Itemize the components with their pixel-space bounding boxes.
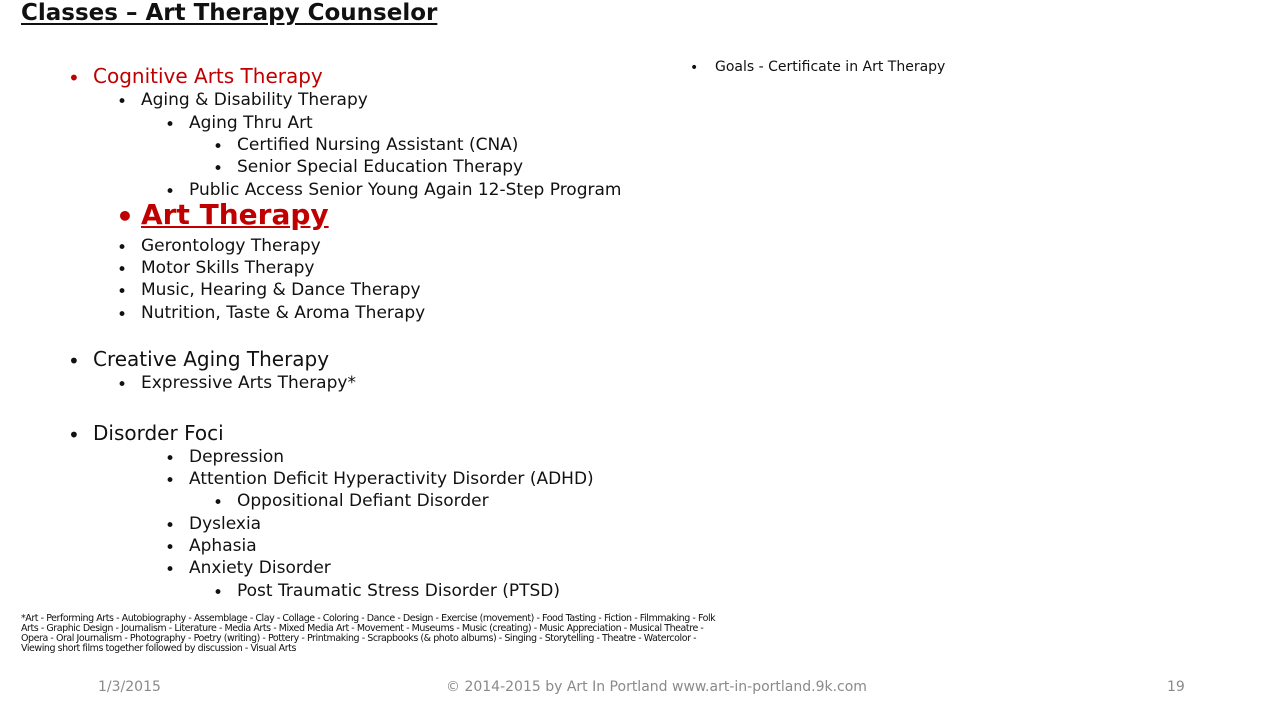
list-item-level3: Aging Thru Art <box>189 113 313 133</box>
list-item-level1: Disorder Foci <box>93 421 224 445</box>
list-item-level3: Public Access Senior Young Again 12-Step Program <box>189 180 622 200</box>
bullet-icon: • <box>116 200 134 233</box>
bullet-icon: • <box>690 60 699 76</box>
list-item-level2: Expressive Arts Therapy* <box>141 373 356 393</box>
bullet-icon: • <box>117 305 128 325</box>
list-item-level1: Creative Aging Therapy <box>93 347 330 371</box>
goals-text: Goals - Certificate in Art Therapy <box>715 59 946 75</box>
bullet-icon: • <box>117 238 128 258</box>
bullet-icon: • <box>68 349 80 373</box>
bullet-icon: • <box>117 260 128 280</box>
footer-copyright: © 2014-2015 by Art In Portland www.art-in-portland.9k.com <box>446 679 867 695</box>
bullet-icon: • <box>165 449 176 469</box>
list-item-level4: Senior Special Education Therapy <box>237 157 524 177</box>
list-item-level3: Aphasia <box>189 536 257 556</box>
slide-title: Classes – Art Therapy Counselor <box>21 0 438 26</box>
bullet-icon: • <box>165 471 176 491</box>
bullet-icon: • <box>68 66 80 90</box>
list-item-level4: Certified Nursing Assistant (CNA) <box>237 135 519 155</box>
list-item-level4: Post Traumatic Stress Disorder (PTSD) <box>237 581 560 601</box>
bullet-icon: • <box>68 423 80 447</box>
footer-date: 1/3/2015 <box>98 679 161 695</box>
list-item-level2: Nutrition, Taste & Aroma Therapy <box>141 303 426 323</box>
bullet-icon: • <box>213 493 224 513</box>
list-item-level2: Aging & Disability Therapy <box>141 90 368 110</box>
bullet-icon: • <box>165 538 176 558</box>
bullet-icon: • <box>117 375 128 395</box>
list-item-highlight: Art Therapy <box>141 198 329 231</box>
list-item-level1: Cognitive Arts Therapy <box>93 64 323 88</box>
footer-page-number: 19 <box>1167 679 1185 695</box>
list-item-level4: Oppositional Defiant Disorder <box>237 491 489 511</box>
bullet-icon: • <box>213 583 224 603</box>
bullet-icon: • <box>165 182 176 202</box>
bullet-icon: • <box>213 159 224 179</box>
bullet-icon: • <box>117 282 128 302</box>
list-item-level3: Depression <box>189 447 285 467</box>
bullet-icon: • <box>213 137 224 157</box>
bullet-icon: • <box>117 92 128 112</box>
bullet-icon: • <box>165 115 176 135</box>
list-item-level3: Anxiety Disorder <box>189 558 331 578</box>
list-item-level3: Dyslexia <box>189 514 262 534</box>
list-item-level2: Music, Hearing & Dance Therapy <box>141 280 421 300</box>
bullet-icon: • <box>165 516 176 536</box>
list-item-level2: Gerontology Therapy <box>141 236 321 256</box>
list-item-level3: Attention Deficit Hyperactivity Disorder (ADHD) <box>189 469 594 489</box>
footnote: *Art - Performing Arts - Autobiography - Assemblage - Clay - Collage - Coloring - Dance - Design - Exercise (movement) - Food Tasting - Fiction - Filmmaking - Folk Arts - Graphic Design - Journalism - Literature - Media Arts - Mixed Media Art - Movement - Museums - Music (creating) - Music Appreciation - Musical Theatre - Opera - Oral Journalism - Photography - Poetry (writing) - Pottery - Printmaking - Scrapbooks (& photo albums) - Singing - Storytelling - Theatre - Watercolor - Viewing short films together followed by discussion - Visual Arts <box>21 613 716 654</box>
bullet-icon: • <box>165 560 176 580</box>
list-item-level2: Motor Skills Therapy <box>141 258 315 278</box>
